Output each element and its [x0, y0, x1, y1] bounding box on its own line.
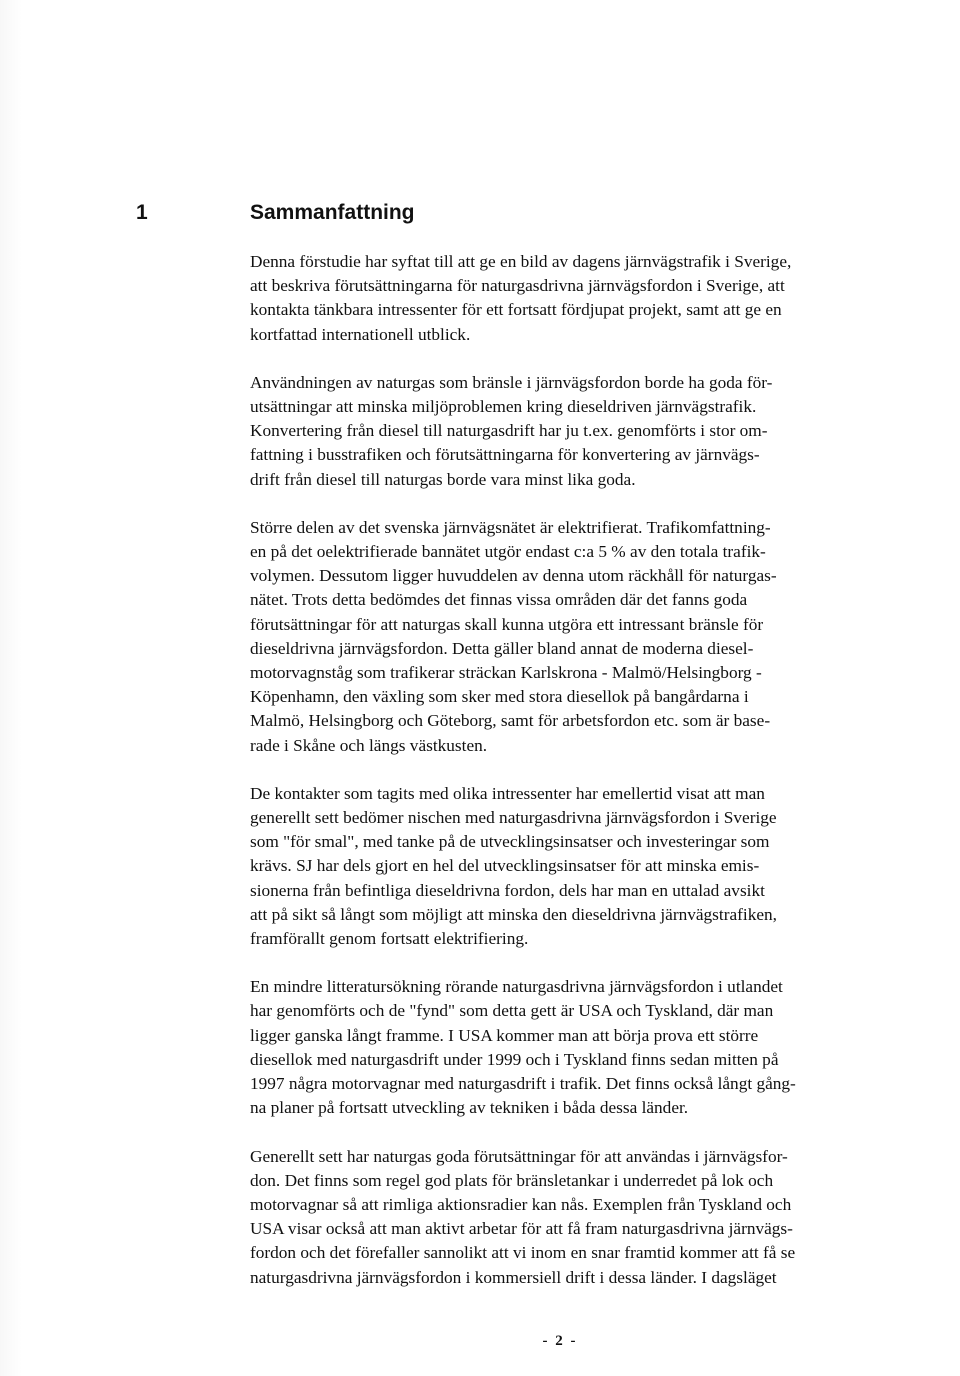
- text-line: diesellok med naturgasdrift under 1999 och i Tyskland finns sedan mitten på: [250, 1049, 779, 1069]
- text-line: na planer på fortsatt utveckling av tekniken i båda dessa länder.: [250, 1098, 689, 1118]
- text-line: en på det oelektrifierade bannätet utgör endast c:a 5 % av den totala trafik-: [250, 542, 766, 562]
- text-line: som "för smal", med tanke på de utvecklingsinsatser och investeringar som: [250, 832, 770, 852]
- paragraph-5: [250, 975, 890, 1120]
- text-line: Generellt sett har naturgas goda förutsättningar för att användas i järnvägsfor-: [250, 1146, 788, 1166]
- text-line: drift från diesel till naturgas borde vara minst lika goda.: [250, 469, 636, 489]
- text-line: don. Det finns som regel god plats för bränsletankar i underredet på lok och: [250, 1170, 774, 1190]
- text-line: Denna förstudie har syftat till att ge en bild av dagens järnvägstrafik i Sverige,: [250, 252, 792, 271]
- paragraph-6: [250, 1145, 890, 1290]
- text-line: 1997 några motorvagnar med naturgasdrift i trafik. Det finns också långt gång-: [250, 1074, 796, 1094]
- text-line: utsättningar att minska miljöproblemen kring dieseldriven järnvägstrafik.: [250, 397, 757, 417]
- text-line: En mindre litteratursökning rörande naturgasdrivna järnvägsfordon i utlandet: [250, 977, 783, 997]
- document-body: [250, 250, 890, 1314]
- text-line: krävs. SJ har dels gjort en hel del utvecklingsinsatser för att minska emis-: [250, 856, 760, 876]
- section-heading: [136, 196, 836, 230]
- paragraph-3: [250, 516, 890, 758]
- text-line: Användningen av naturgas som bränsle i järnvägsfordon borde ha goda för-: [250, 372, 773, 392]
- text-line: har genomförts och de "fynd" som detta gett är USA och Tyskland, där man: [250, 1001, 774, 1021]
- text-line: De kontakter som tagits med olika intressenter har emellertid visat att man: [250, 783, 765, 803]
- text-line: sionerna från befintliga dieseldrivna fordon, dels har man en uttalad avsikt: [250, 880, 765, 900]
- text-line: rade i Skåne och längs västkusten.: [250, 735, 488, 755]
- text-line: Större delen av det svenska järnvägsnätet är elektrifierat. Trafikomfattning-: [250, 517, 771, 537]
- text-line: volymen. Dessutom ligger huvuddelen av denna utom räckhåll för naturgas-: [250, 566, 777, 586]
- text-line: Malmö, Helsingborg och Göteborg, samt för arbetsfordon etc. som är base-: [250, 711, 771, 731]
- text-line: kontakta tänkbara intressenter för ett fortsatt fördjupat projekt, samt att ge en: [250, 300, 782, 320]
- text-line: motorvagnståg som trafikerar sträckan Karlskrona - Malmö/Helsingborg -: [250, 663, 762, 683]
- text-line: naturgasdrivna järnvägsfordon i kommersiell drift i dessa länder. I dagsläget: [250, 1267, 777, 1287]
- text-line: generellt sett bedömer nischen med naturgasdrivna järnvägsfordon i Sverige: [250, 808, 777, 828]
- paragraph-1: [250, 250, 890, 347]
- scan-edge: [0, 0, 22, 1376]
- text-line: att beskriva förutsättningarna för naturgasdrivna järnvägsfordon i Sverige, att: [250, 276, 785, 296]
- text-line: förutsättningar för att naturgas skall kunna utgöra ett intressant bränsle för: [250, 614, 764, 634]
- text-line: fattning i busstrafiken och förutsättningarna för konvertering av järnvägs-: [250, 445, 760, 465]
- text-line: dieseldrivna järnvägsfordon. Detta gäller bland annat de moderna diesel-: [250, 638, 754, 658]
- page-number: - 2 -: [542, 1333, 578, 1349]
- text-line: USA visar också att man aktivt arbetar för att få fram naturgasdrivna järnvägs-: [250, 1219, 793, 1239]
- text-line: fordon och det förefaller sannolikt att vi inom en snar framtid kommer att få se: [250, 1243, 796, 1263]
- text-line: motorvagnar så att rimliga aktionsradier kan nås. Exemplen från Tyskland och: [250, 1194, 792, 1214]
- section-title: Sammanfattning: [250, 201, 415, 224]
- text-line: nätet. Trots detta bedömdes det finnas vissa områden där det fanns goda: [250, 590, 748, 610]
- text-line: Konvertering från diesel till naturgasdrift har ju t.ex. genomförts i stor om-: [250, 421, 768, 441]
- text-line: ligger ganska långt framme. I USA kommer man att börja prova ett större: [250, 1025, 759, 1045]
- paragraph-2: [250, 371, 890, 492]
- text-line: Köpenhamn, den växling som sker med stora diesellok på bangårdarna i: [250, 687, 749, 707]
- text-line: kortfattad internationell utblick.: [250, 324, 471, 344]
- text-line: framförallt genom fortsatt elektrifiering.: [250, 929, 529, 949]
- section-number: 1: [136, 201, 148, 224]
- paragraph-4: [250, 782, 890, 951]
- text-line: att på sikt så långt som möjligt att minska den dieseldrivna järnvägstrafiken,: [250, 904, 777, 924]
